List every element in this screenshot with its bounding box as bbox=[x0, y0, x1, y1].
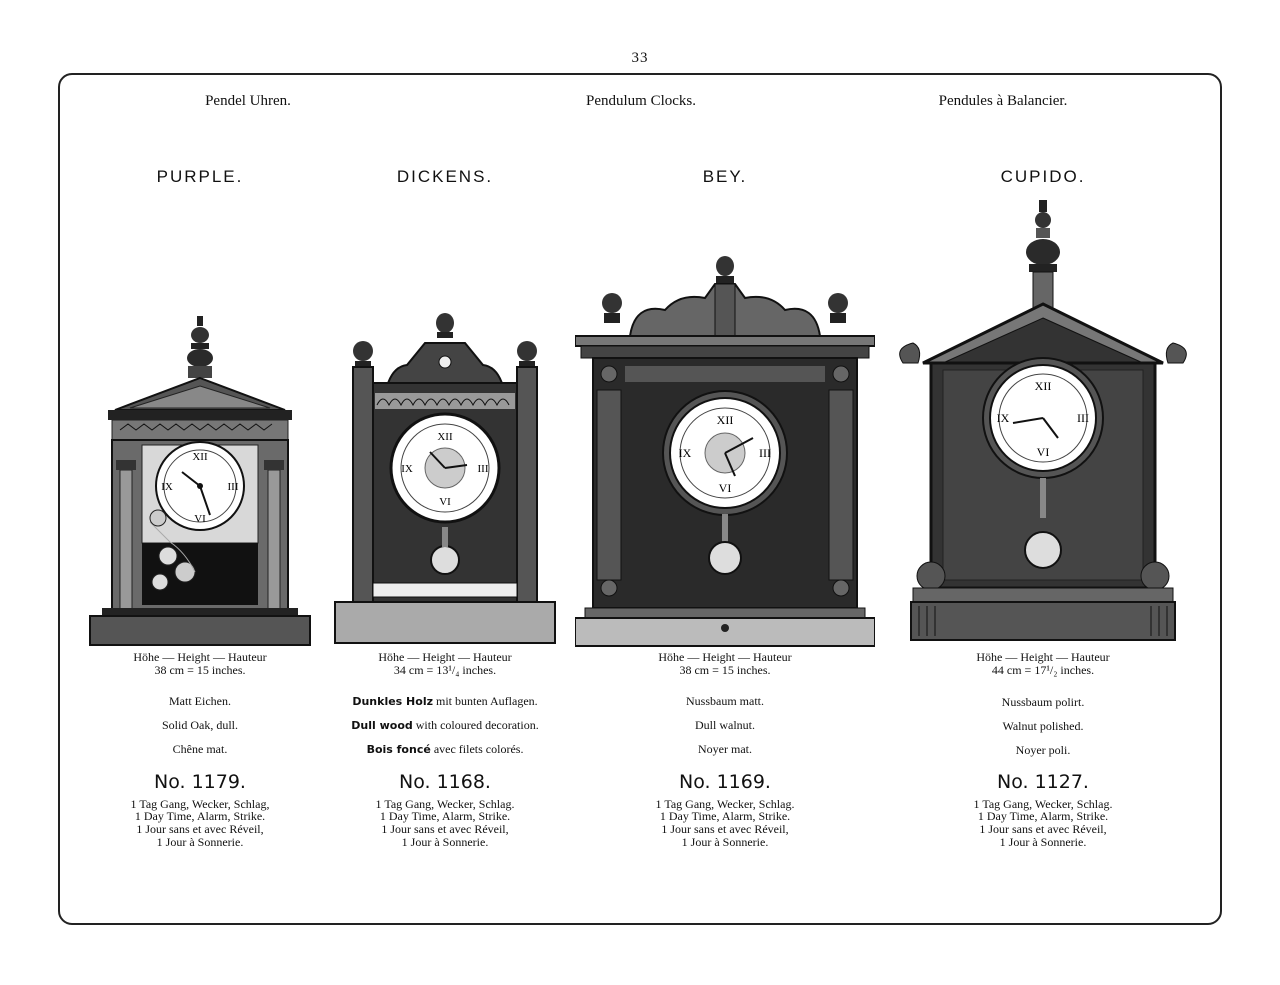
svg-text:VI: VI bbox=[194, 513, 206, 525]
material-bold: Bois foncé bbox=[366, 743, 431, 756]
model-number: No. 1179. bbox=[154, 771, 246, 793]
svg-text:XII: XII bbox=[192, 451, 208, 463]
model-number: No. 1169. bbox=[679, 771, 771, 793]
material-german bbox=[295, 694, 595, 709]
height-label: Höhe — Height — Hauteur bbox=[133, 650, 267, 664]
material-bold: Dunkles Holz bbox=[352, 695, 433, 708]
spec-line: 1 Day Time, Alarm, Strike. bbox=[134, 809, 266, 823]
clock-column-bey bbox=[575, 0, 875, 985]
clock-column-cupido bbox=[893, 0, 1193, 985]
material-english bbox=[295, 718, 595, 733]
svg-text:III: III bbox=[1077, 411, 1089, 425]
svg-text:VI: VI bbox=[439, 496, 451, 508]
material-english: Dull walnut. bbox=[695, 718, 755, 732]
material-french: Noyer poli. bbox=[1015, 743, 1071, 757]
svg-text:III: III bbox=[227, 481, 239, 493]
material-french bbox=[295, 742, 595, 757]
clock-name: CUPIDO. bbox=[1000, 167, 1086, 186]
svg-text:VI: VI bbox=[718, 481, 732, 495]
spec-line: 1 Jour sans et avec Réveil, bbox=[381, 822, 509, 836]
material-german: Matt Eichen. bbox=[169, 694, 231, 708]
spec-line: 1 Tag Gang, Wecker, Schlag. bbox=[973, 797, 1113, 811]
spec-line: 1 Jour sans et avec Réveil, bbox=[661, 822, 789, 836]
svg-text:XII: XII bbox=[716, 413, 734, 427]
clock-column-dickens bbox=[295, 0, 595, 985]
spec-line: 1 Jour à Sonnerie. bbox=[681, 835, 769, 849]
clock-name: PURPLE. bbox=[156, 167, 244, 186]
spec-line: 1 Jour à Sonnerie. bbox=[401, 835, 489, 849]
clock-illustration-cupido bbox=[893, 198, 1193, 648]
material-rest: mit bunten Auflagen. bbox=[433, 694, 538, 708]
clock-name: BEY. bbox=[702, 167, 748, 186]
height-value: 44 cm = 17¹/₂ inches. bbox=[991, 663, 1095, 677]
height-label: Höhe — Height — Hauteur bbox=[658, 650, 792, 664]
header-german: Pendel Uhren. bbox=[205, 93, 291, 109]
material-german: Nussbaum matt. bbox=[686, 694, 764, 708]
model-number: No. 1168. bbox=[399, 771, 491, 793]
spec-line: 1 Jour à Sonnerie. bbox=[156, 835, 244, 849]
spec-line: 1 Day Time, Alarm, Strike. bbox=[977, 809, 1109, 823]
spec-line: 1 Jour sans et avec Réveil, bbox=[979, 822, 1107, 836]
svg-text:IX: IX bbox=[161, 481, 173, 493]
material-french: Chêne mat. bbox=[172, 742, 228, 756]
svg-text:IX: IX bbox=[401, 463, 413, 475]
spec-line: 1 Jour sans et avec Réveil, bbox=[136, 822, 264, 836]
svg-text:IX: IX bbox=[996, 411, 1010, 425]
height-value: 34 cm = 13¹/₄ inches. bbox=[393, 663, 497, 677]
svg-text:III: III bbox=[759, 446, 771, 460]
material-german: Nussbaum polirt. bbox=[1001, 695, 1085, 709]
height-label: Höhe — Height — Hauteur bbox=[976, 650, 1110, 664]
svg-text:IX: IX bbox=[678, 446, 692, 460]
spec-line: 1 Tag Gang, Wecker, Schlag. bbox=[655, 797, 795, 811]
clock-illustration-bey bbox=[575, 248, 875, 650]
material-french: Noyer mat. bbox=[698, 742, 752, 756]
height-label: Höhe — Height — Hauteur bbox=[378, 650, 512, 664]
material-bold: Dull wood bbox=[351, 719, 413, 732]
height-value: 38 cm = 15 inches. bbox=[679, 663, 771, 677]
svg-text:III: III bbox=[477, 463, 489, 475]
material-rest: with coloured decoration. bbox=[412, 718, 539, 732]
height-value: 38 cm = 15 inches. bbox=[154, 663, 246, 677]
material-english: Solid Oak, dull. bbox=[161, 718, 238, 732]
clock-name: DICKENS. bbox=[396, 167, 494, 186]
model-number: No. 1127. bbox=[997, 771, 1089, 793]
header-french: Pendules à Balancier. bbox=[938, 93, 1068, 109]
clock-illustration-dickens bbox=[295, 305, 595, 650]
spec-line: 1 Day Time, Alarm, Strike. bbox=[659, 809, 791, 823]
spec-line: 1 Day Time, Alarm, Strike. bbox=[379, 809, 511, 823]
material-english: Walnut polished. bbox=[1002, 719, 1084, 733]
material-rest: avec filets colorés. bbox=[430, 742, 524, 756]
spec-line: 1 Tag Gang, Wecker, Schlag, bbox=[130, 797, 270, 811]
spec-line: 1 Jour à Sonnerie. bbox=[999, 835, 1087, 849]
svg-text:XII: XII bbox=[1034, 379, 1052, 393]
page-number: 33 bbox=[631, 50, 649, 66]
svg-text:VI: VI bbox=[1036, 445, 1050, 459]
svg-text:XII: XII bbox=[437, 431, 453, 443]
header-english: Pendulum Clocks. bbox=[585, 93, 697, 109]
spec-line: 1 Tag Gang, Wecker, Schlag. bbox=[375, 797, 515, 811]
